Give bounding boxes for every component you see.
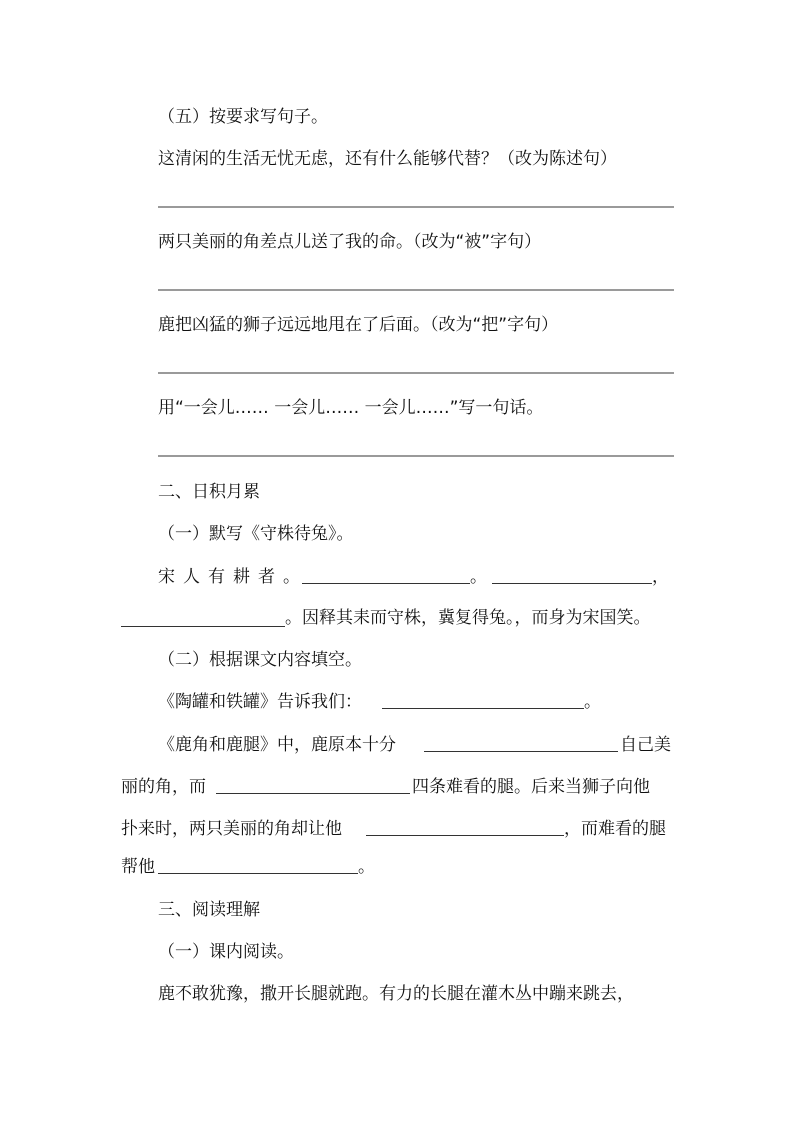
question-text: 用“一会儿…… 一会儿…… 一会儿……”写一句话。	[158, 398, 544, 418]
answer-line[interactable]	[158, 455, 674, 457]
fill-text: 四条难看的腿。后来当狮子向他	[412, 777, 650, 797]
fill-blank[interactable]	[302, 583, 470, 584]
punctuation: ，	[652, 567, 669, 587]
fill-blank[interactable]	[492, 583, 652, 584]
fill-blank[interactable]	[158, 873, 358, 874]
part-heading: 三、阅读理解	[158, 900, 260, 920]
part-heading: 二、日积月累	[158, 482, 260, 502]
fill-text: 自己美	[620, 735, 671, 755]
answer-line[interactable]	[158, 206, 674, 208]
fill-text: ，而难看的腿	[564, 819, 666, 839]
poem-text: 宋人有耕者。	[158, 567, 308, 587]
answer-line[interactable]	[158, 289, 674, 291]
subsection-heading: （二）根据课文内容填空。	[158, 650, 362, 670]
fill-blank[interactable]	[216, 793, 410, 794]
punctuation: 。	[470, 567, 487, 587]
passage-text: 鹿不敢犹豫，撒开长腿就跑。有力的长腿在灌木丛中蹦来跳去，	[158, 984, 634, 1004]
fill-text: 《鹿角和鹿腿》中，鹿原本十分	[158, 735, 396, 755]
answer-line[interactable]	[158, 372, 674, 374]
fill-text: 《陶罐和铁罐》告诉我们：	[158, 692, 362, 712]
question-text: 两只美丽的角差点儿送了我的命。（改为“被”字句）	[158, 232, 542, 252]
punctuation: 。	[358, 857, 375, 877]
fill-text: 帮他	[121, 857, 155, 877]
subsection-heading: （一）默写《守株待兔》。	[158, 524, 354, 544]
fill-blank[interactable]	[424, 751, 618, 752]
question-text: 鹿把凶猛的狮子远远地甩在了后面。（改为“把”字句）	[158, 315, 559, 335]
question-text: 这清闲的生活无忧无虑，还有什么能够代替？（改为陈述句）	[158, 149, 617, 169]
fill-blank[interactable]	[382, 708, 584, 709]
fill-text: 扑来时，两只美丽的角却让他	[121, 819, 342, 839]
fill-blank[interactable]	[121, 626, 285, 627]
fill-text: 丽的角，而	[121, 777, 206, 797]
section-heading: （五）按要求写句子。	[158, 107, 328, 127]
punctuation: 。	[584, 692, 601, 712]
fill-blank[interactable]	[366, 835, 564, 836]
subsection-heading: （一）课内阅读。	[158, 942, 294, 962]
poem-text: 。因释其耒而守株，冀复得兔。，而身为宋国笑。	[285, 608, 651, 628]
